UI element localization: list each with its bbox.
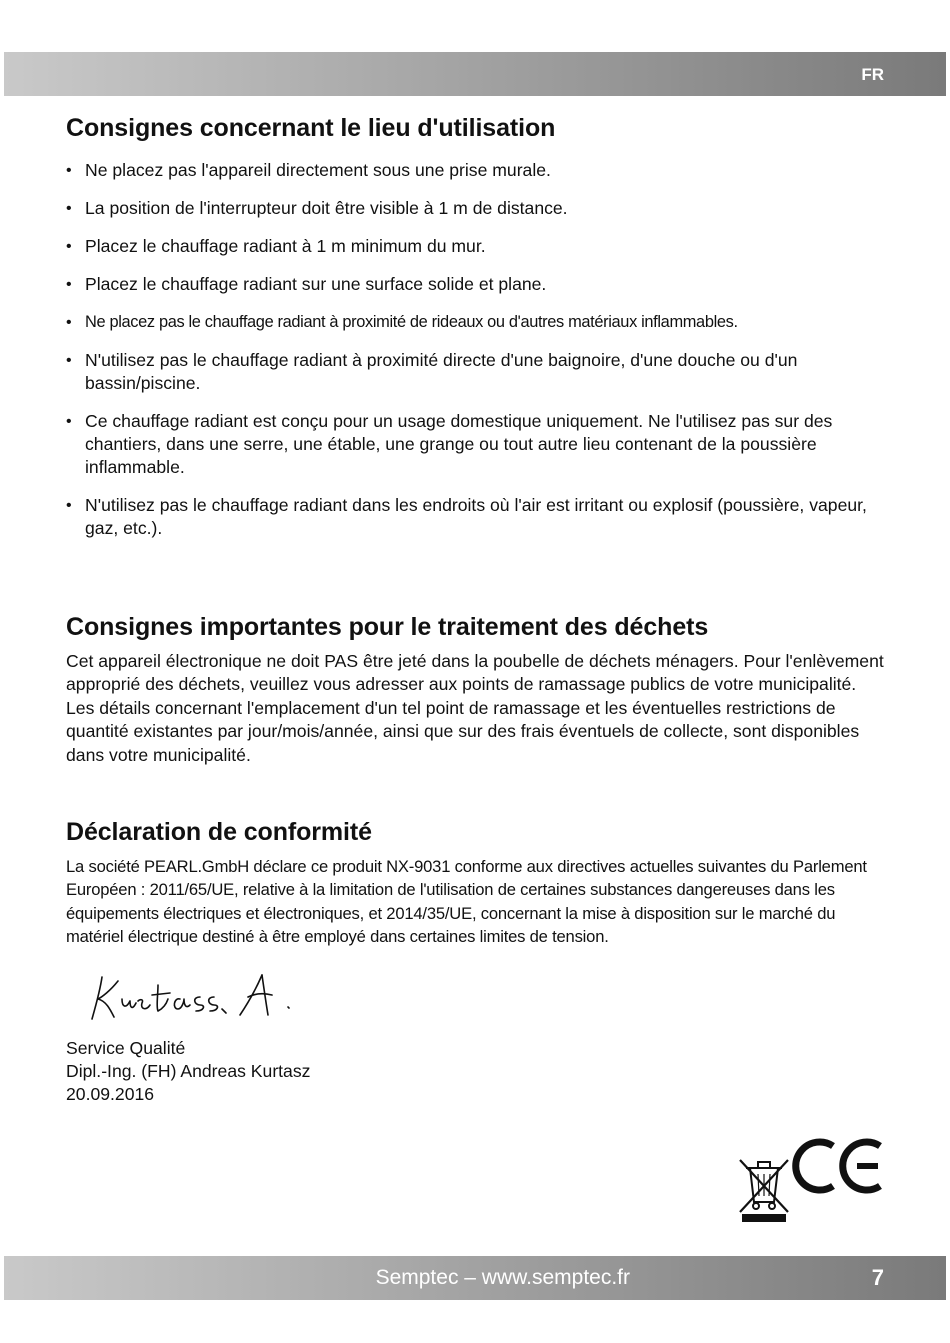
page-content <box>66 114 884 1107</box>
footer-website: Semptec – www.semptec.fr <box>375 1266 630 1289</box>
footer-bar <box>4 1256 946 1300</box>
signer-department: Service Qualité <box>66 1037 186 1058</box>
list-item: • Ce chauffage radiant est conçu pour un usage domestique uniquement. Ne l'utilisez pas sur des chantiers, dans une serre, une étable, une grange ou tout autre lieu contenant de la poussière inflammable. <box>66 410 884 479</box>
list-item: • La position de l'interrupteur doit être visible à 1 m de distance. <box>66 197 884 220</box>
section-declaration <box>66 818 884 1107</box>
list-item: • Placez le chauffage radiant sur une surface solide et plane. <box>66 273 884 296</box>
crossed-bin-icon <box>740 1160 788 1222</box>
compliance-marks-graphic <box>736 1130 896 1225</box>
handwritten-signature <box>88 965 328 1025</box>
declaration-text: La société PEARL.GmbH déclare ce produit NX-9031 conforme aux directives actuelles suivantes du Parlement Européen : 2011/65/UE, relative à la limitation de l'utilisation de certaines substances dangereuses dans les équipements électriques et électroniques, et 2014/35/UE, concernant la mise à disposition sur le marché du matériel électrique destiné à être employé dans certaines limites de tension. <box>66 857 867 947</box>
usage-instructions-list <box>66 159 884 540</box>
signature-date: 20.09.2016 <box>66 1084 155 1105</box>
ce-mark-icon <box>796 1142 880 1190</box>
section-usage-location <box>66 114 884 540</box>
signer-name: Dipl.-Ing. (FH) Andreas Kurtasz <box>66 1061 311 1082</box>
page-number: 7 <box>871 1265 884 1290</box>
waste-disposal-text: Cet appareil électronique ne doit PAS être jeté dans la poubelle de déchets ménagers. Pour l'enlèvement approprié des déchets, veuillez vous adresser aux points de ramassage publics de votre municipalité. Les détails concernant l'emplacement d'un tel point de ramassage et les éventuelles restrictions de quantité existantes par jour/mois/année, ainsi que sur des frais éventuels de collecte, sont disponibles dans votre municipalité. <box>66 651 884 765</box>
list-item: • N'utilisez pas le chauffage radiant à proximité directe d'une baignoire, d'une douche ou d'un bassin/piscine. <box>66 349 884 395</box>
list-item: • Ne placez pas le chauffage radiant à proximité de rideaux ou d'autres matériaux inflammables. <box>66 311 884 334</box>
list-item: • Ne placez pas l'appareil directement sous une prise murale. <box>66 159 884 182</box>
list-item: • N'utilisez pas le chauffage radiant dans les endroits où l'air est irritant ou explosif (poussière, vapeur, gaz, etc.). <box>66 494 884 540</box>
signer-block <box>66 1037 884 1107</box>
section-title-usage-location: Consignes concernant le lieu d'utilisation <box>66 114 556 142</box>
section-title-declaration: Déclaration de conformité <box>66 818 372 847</box>
list-item: • Placez le chauffage radiant à 1 m minimum du mur. <box>66 235 884 258</box>
compliance-marks <box>736 1130 896 1225</box>
section-waste-disposal <box>66 613 884 767</box>
section-title-waste-disposal: Consignes importantes pour le traitement des déchets <box>66 613 709 641</box>
header-bar <box>4 52 946 96</box>
language-label: FR <box>861 65 884 84</box>
